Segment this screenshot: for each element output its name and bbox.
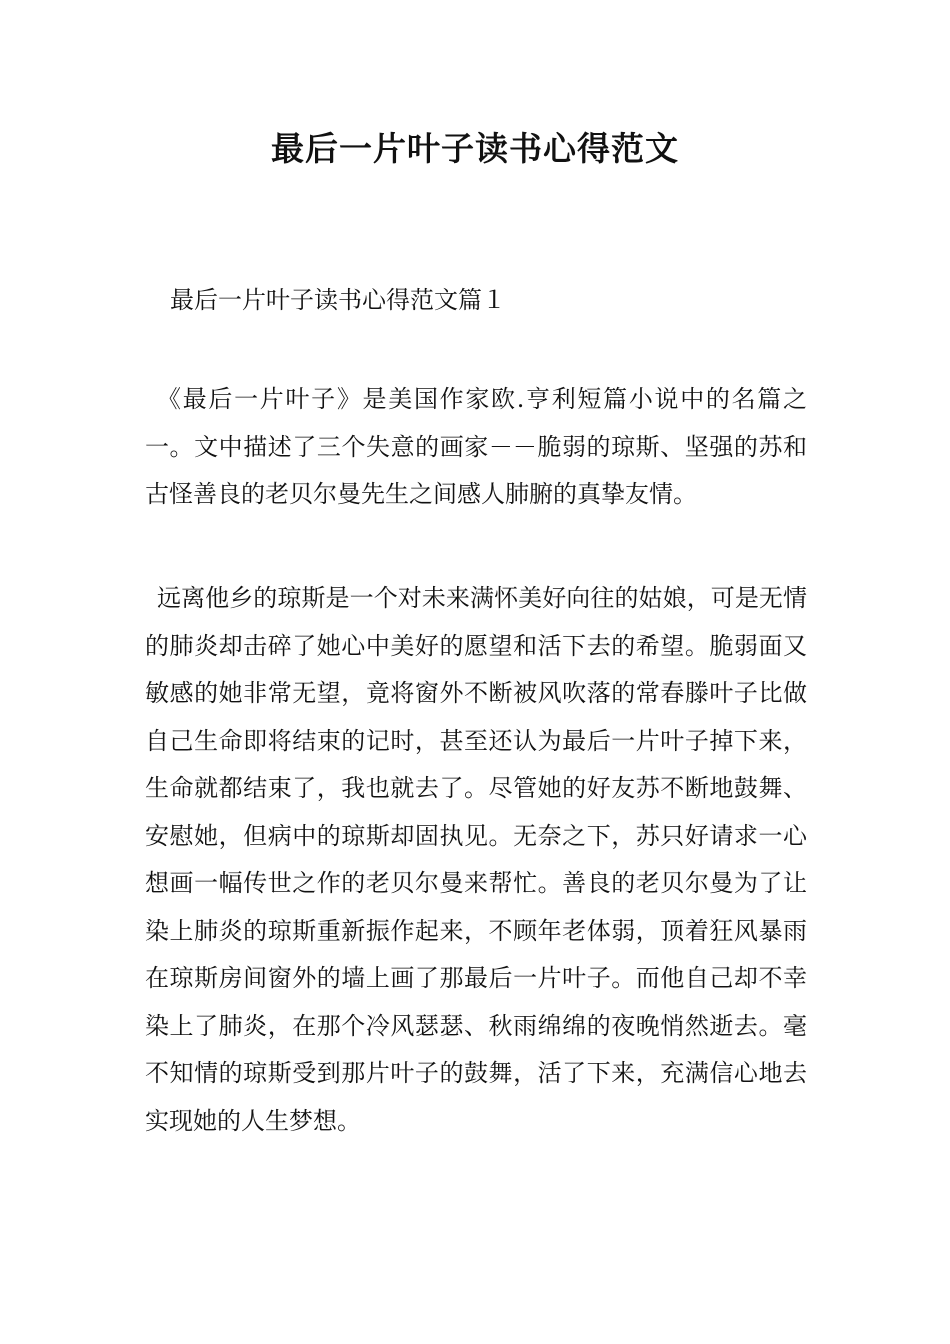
section-heading: 最后一片叶子读书心得范文篇１ (170, 286, 506, 314)
paragraph-intro: 《最后一片叶子》是美国作家欧.亨利短篇小说中的名篇之一。文中描述了三个失意的画家－－脆弱的琼斯、坚强的苏和古怪善良的老贝尔曼先生之间感人肺腑的真挚友情。 (145, 385, 807, 508)
document-title: 最后一片叶子读书心得范文 (271, 129, 679, 168)
paragraph-story: 远离他乡的琼斯是一个对未来满怀美好向往的姑娘，可是无情的肺炎却击碎了她心中美好的愿望和活下去的希望。脆弱面又敏感的她非常无望，竟将窗外不断被风吹落的常春滕叶子比做自己生命即将结束的记时，甚至还认为最后一片叶子掉下来，生命就都结束了，我也就去了。尽管她的好友苏不断地鼓舞、安慰她，但病中的琼斯却固执见。无奈之下，苏只好请求一心想画一幅传世之作的老贝尔曼来帮忙。善良的老贝尔曼为了让染上肺炎的琼斯重新振作起来，不顾年老体弱，顶着狂风暴雨在琼斯房间窗外的墙上画了那最后一片叶子。而他自己却不幸染上了肺炎，在那个冷风瑟瑟、秋雨绵绵的夜晚悄然逝去。毫不知情的琼斯受到那片叶子的鼓舞，活了下来，充满信心地去实现她的人生梦想。 (145, 584, 807, 1135)
